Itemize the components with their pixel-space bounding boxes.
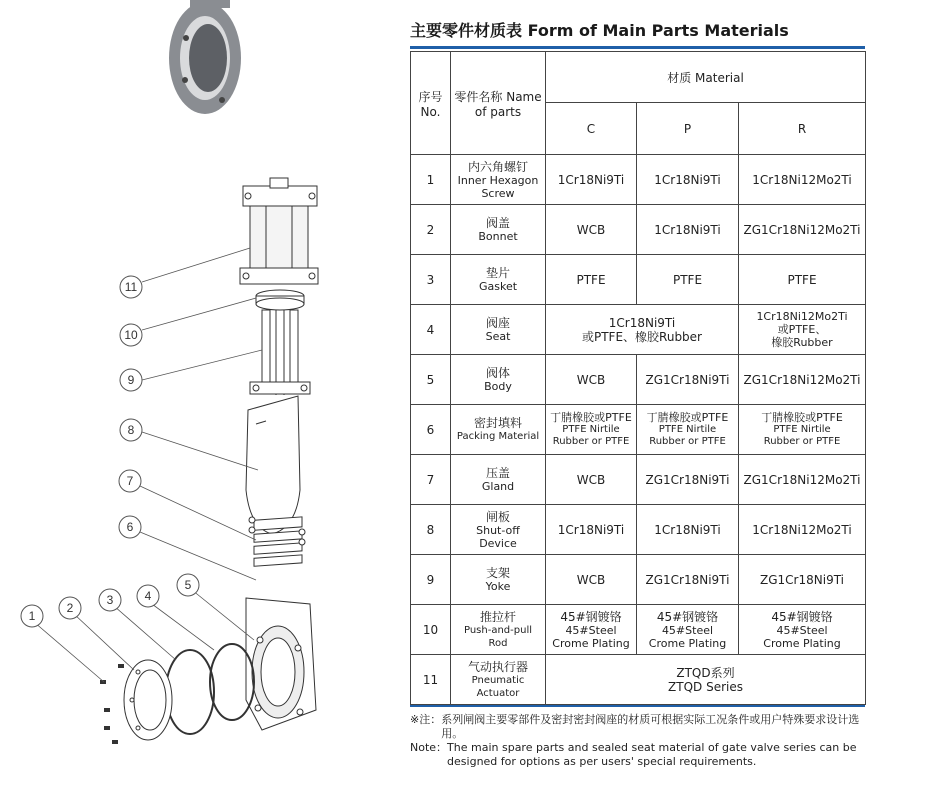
callout-6: 6 <box>126 520 134 534</box>
header-material: 材质 Material <box>546 52 866 103</box>
table-header-row <box>411 52 866 103</box>
part-name-en: Shut-off <box>476 523 520 537</box>
part-name-en: Yoke <box>485 580 511 593</box>
material-p <box>637 405 739 455</box>
materials-table <box>410 51 866 705</box>
part-name-zh: 压盖 <box>485 466 510 480</box>
material-p: 1Cr18Ni9Ti <box>637 155 739 205</box>
part-name-zh: 推拉杆 <box>479 609 516 624</box>
part-name <box>451 305 546 355</box>
table-row <box>411 255 866 305</box>
note-zh-key: ※注： <box>410 713 442 726</box>
header-name-en: Name of parts <box>474 89 542 119</box>
notes-section <box>410 713 870 769</box>
part-name-zh: 气动执行器 <box>467 659 528 674</box>
part-name-zh: 密封填料 <box>473 416 522 430</box>
actuator-part <box>240 178 318 284</box>
hex-screws-part <box>100 664 124 744</box>
material-p: 1Cr18Ni9Ti <box>637 205 739 255</box>
table-bottom-rule <box>410 705 865 707</box>
packing-gland-part <box>249 517 305 566</box>
part-name-en: Gasket <box>478 280 518 293</box>
material-line: PTFE Nirtile <box>658 424 717 435</box>
material-r <box>739 305 866 355</box>
part-name-en: Body <box>484 380 512 393</box>
material-c: WCB <box>546 355 637 405</box>
part-name-en: Rod <box>488 637 508 649</box>
part-name <box>451 555 546 605</box>
material-line: 1Cr18Ni9Ti <box>608 315 676 330</box>
yoke-part <box>250 310 310 395</box>
material-line: Crome Plating <box>763 636 841 650</box>
part-name-en: Packing Material <box>456 431 540 442</box>
material-line: 或PTFE、橡胶Rubber <box>581 329 702 344</box>
table-row <box>411 205 866 255</box>
callout-11: 11 <box>124 280 138 294</box>
note-en-text: The main spare parts and sealed seat material of gate valve series can be designed for options as per users' special requirements. <box>447 741 857 768</box>
part-name <box>451 155 546 205</box>
part-name-en: Bonnet <box>478 230 518 243</box>
note-zh-text: 系列闸阀主要零部件及密封密封阀座的材质可根据实际工况条件或用户特殊要求设计选用。 <box>441 713 860 740</box>
material-line: 45#钢镀铬 <box>560 609 622 624</box>
row-no: 7 <box>411 455 451 505</box>
material-r: ZG1Cr18Ni12Mo2Ti <box>739 455 866 505</box>
row-no: 4 <box>411 305 451 355</box>
material-r: PTFE <box>739 255 866 305</box>
material-line: Crome Plating <box>648 636 727 650</box>
part-name <box>451 455 546 505</box>
row-no: 5 <box>411 355 451 405</box>
material-line: Crome Plating <box>552 636 630 650</box>
material-line: 45#Steel <box>661 623 714 637</box>
header-col-c: C <box>546 103 637 155</box>
callout-7: 7 <box>126 474 134 488</box>
row-no: 11 <box>411 655 451 705</box>
material-line: PTFE Nirtile <box>773 424 831 435</box>
table-row <box>411 155 866 205</box>
part-name-en: Device <box>479 536 517 550</box>
part-name <box>451 205 546 255</box>
header-name <box>451 52 546 155</box>
gate-plate-part <box>246 396 300 534</box>
part-name <box>451 655 546 705</box>
material-r <box>739 605 866 655</box>
material-line: 丁腈橡胶或PTFE <box>646 411 729 424</box>
callout-circles <box>21 276 199 627</box>
exploded-valve-drawing <box>0 0 400 799</box>
material-p: ZG1Cr18Ni9Ti <box>637 455 739 505</box>
row-no: 9 <box>411 555 451 605</box>
material-line: Rubber or PTFE <box>763 436 841 447</box>
callout-1: 1 <box>28 609 36 623</box>
row-no: 1 <box>411 155 451 205</box>
part-name-en: Push-and-pull <box>463 624 532 636</box>
material-all <box>546 655 866 705</box>
material-line: 45#钢镀铬 <box>656 609 719 624</box>
material-r: ZG1Cr18Ni12Mo2Ti <box>739 205 866 255</box>
material-line: 45#Steel <box>565 623 617 637</box>
callout-8: 8 <box>127 423 135 437</box>
part-name-zh: 阀盖 <box>485 216 510 230</box>
material-c: 1Cr18Ni9Ti <box>546 155 637 205</box>
row-no: 3 <box>411 255 451 305</box>
material-c: 1Cr18Ni9Ti <box>546 505 637 555</box>
material-line: ZTQD系列 <box>676 665 735 680</box>
material-line: ZTQD Series <box>668 679 743 694</box>
valve-flange-image <box>169 0 241 114</box>
material-c-p <box>546 305 739 355</box>
part-name-zh: 垫片 <box>485 266 510 280</box>
material-p: ZG1Cr18Ni9Ti <box>637 355 739 405</box>
table-row <box>411 505 866 555</box>
callout-5: 5 <box>184 578 192 592</box>
material-r: 1Cr18Ni12Mo2Ti <box>739 155 866 205</box>
part-name-en: Pneumatic Actuator <box>471 674 525 699</box>
material-p <box>637 605 739 655</box>
row-no: 8 <box>411 505 451 555</box>
header-name-zh: 零件名称 <box>454 89 503 104</box>
table-row <box>411 405 866 455</box>
material-line: 丁腈橡胶或PTFE <box>550 411 632 424</box>
material-line: 45#钢镀铬 <box>771 609 833 624</box>
row-no: 10 <box>411 605 451 655</box>
gasket-part <box>166 650 214 734</box>
table-row <box>411 355 866 405</box>
material-p: 1Cr18Ni9Ti <box>637 505 739 555</box>
table-row <box>411 305 866 355</box>
part-name-zh: 阀座 <box>485 316 510 330</box>
header-col-r: R <box>739 103 866 155</box>
material-p: PTFE <box>637 255 739 305</box>
material-r: ZG1Cr18Ni12Mo2Ti <box>739 355 866 405</box>
rod-flange-part <box>256 290 304 310</box>
material-c <box>546 405 637 455</box>
header-no-en: No. <box>420 104 441 119</box>
material-r: 1Cr18Ni12Mo2Ti <box>739 505 866 555</box>
bonnet-flange-part <box>124 660 172 740</box>
table-row <box>411 555 866 605</box>
part-name-en: Inner Hexagon Screw <box>457 173 539 200</box>
material-line: 1Cr18Ni12Mo2Ti <box>756 310 848 323</box>
material-r: ZG1Cr18Ni9Ti <box>739 555 866 605</box>
page-heading: 主要零件材质表 Form of Main Parts Materials <box>410 21 789 40</box>
callout-2: 2 <box>66 601 74 615</box>
note-en <box>410 741 870 769</box>
part-name <box>451 405 546 455</box>
material-c: WCB <box>546 455 637 505</box>
part-name-zh: 内六角螺钉 <box>467 159 528 174</box>
part-name <box>451 255 546 305</box>
material-c <box>546 605 637 655</box>
material-line: Rubber or PTFE <box>552 436 630 447</box>
header-no-zh: 序号 <box>418 89 443 104</box>
part-name <box>451 355 546 405</box>
part-name-zh: 阀体 <box>485 366 510 380</box>
part-name-zh: 支架 <box>485 566 510 580</box>
header-no <box>411 52 451 155</box>
part-name <box>451 505 546 555</box>
material-p: ZG1Cr18Ni9Ti <box>637 555 739 605</box>
row-no: 2 <box>411 205 451 255</box>
table-row <box>411 455 866 505</box>
heading-rule <box>410 46 865 49</box>
material-line: 或PTFE、 <box>777 323 827 336</box>
callout-10: 10 <box>124 328 138 342</box>
table-row <box>411 655 866 705</box>
part-name-en: Seat <box>485 330 511 343</box>
material-c: WCB <box>546 205 637 255</box>
material-line: 丁腈橡胶或PTFE <box>761 411 843 424</box>
material-r <box>739 405 866 455</box>
part-name <box>451 605 546 655</box>
material-c: PTFE <box>546 255 637 305</box>
callout-3: 3 <box>106 593 114 607</box>
material-line: 橡胶Rubber <box>771 336 833 349</box>
material-line: 45#Steel <box>776 623 828 637</box>
valve-body-part <box>246 598 316 730</box>
note-zh <box>410 713 870 741</box>
header-col-p: P <box>637 103 739 155</box>
material-line: Rubber or PTFE <box>649 436 726 447</box>
note-en-key: Note： <box>410 741 448 754</box>
material-c: WCB <box>546 555 637 605</box>
row-no: 6 <box>411 405 451 455</box>
callout-4: 4 <box>144 589 152 603</box>
material-line: PTFE Nirtile <box>562 424 620 435</box>
callout-9: 9 <box>127 373 135 387</box>
part-name-zh: 闸板 <box>485 509 510 524</box>
part-name-en: Gland <box>481 480 515 493</box>
table-row <box>411 605 866 655</box>
